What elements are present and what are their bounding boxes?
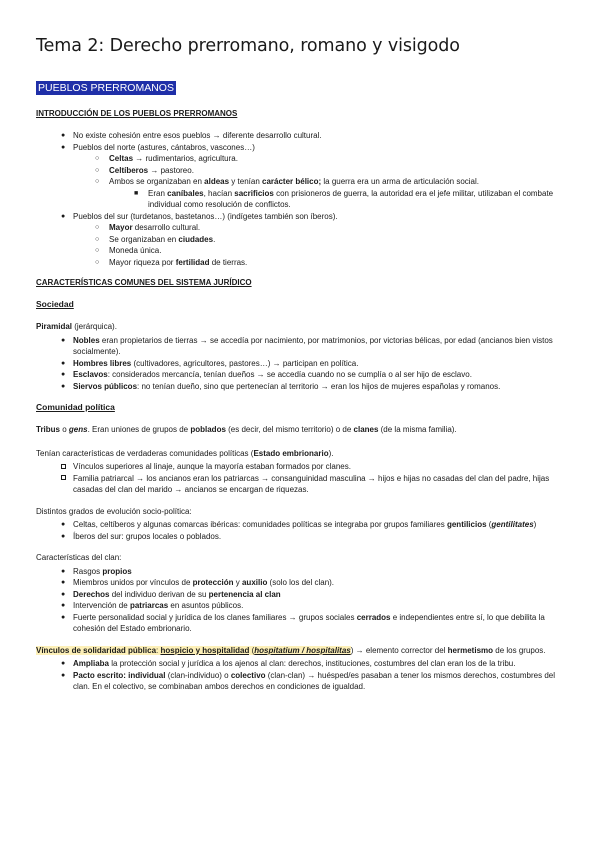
circle-bullet-icon: ○ xyxy=(95,178,100,185)
list-item: ● No existe cohesión entre esos pueblos → diferente desarrollo cultural. xyxy=(61,131,322,140)
bullet-icon: ● xyxy=(61,212,66,220)
bullet-icon: ● xyxy=(61,359,66,367)
bullet-icon: ● xyxy=(61,143,66,151)
common-heading: CARACTERÍSTICAS COMUNES DEL SISTEMA JURÍDICO xyxy=(36,278,252,287)
list-item: ○ Mayor desarrollo cultural. xyxy=(95,223,201,232)
list-item: ● Intervención de patriarcas en asuntos públicos. xyxy=(61,601,244,610)
intro-heading: INTRODUCCIÓN DE LOS PUEBLOS PRERROMANOS xyxy=(36,109,238,118)
bullet-icon: ● xyxy=(61,671,66,679)
society-heading: Sociedad xyxy=(36,299,74,309)
intro-list xyxy=(36,130,564,153)
list-item: ● Hombres libres (cultivadores, agricultores, pastores…) → participan en política. xyxy=(61,358,359,368)
solidaridad-text: Vínculos de solidaridad pública: hospicio y hospitalidad (hospitatium / hospitalitas) → elemento corrector del hermetismo de los grupos. xyxy=(36,645,546,655)
grados-text: Distintos grados de evolución socio-política: xyxy=(36,506,192,516)
circle-bullet-icon: ○ xyxy=(95,155,100,162)
tenian-text: Tenían características de verdaderas comunidades políticas (Estado embrionario). xyxy=(36,448,334,458)
list-item: ● Siervos públicos: no tenían dueño, sino que pertenecían al territorio → eran los hijos de mujeres españolas y romanos. xyxy=(61,381,501,391)
list-item: ● Fuerte personalidad social y jurídica de los clanes familiares → grupos sociales cerrados e independientes entre sí, lo que debilita la cohesión del Estado embrionario. xyxy=(61,612,545,633)
clan-heading: Características del clan: xyxy=(36,553,122,562)
bullet-icon: ● xyxy=(61,613,66,621)
bullet-icon: ● xyxy=(61,590,66,598)
circle-bullet-icon: ○ xyxy=(95,166,100,174)
south-peoples-list xyxy=(36,222,564,268)
list-item: ○ Moneda única. xyxy=(95,246,162,255)
list-item: ○ Se organizaban en ciudades. xyxy=(95,234,216,244)
north-peoples-list xyxy=(36,153,564,188)
grados-list xyxy=(36,519,564,542)
bullet-icon: ● xyxy=(61,336,66,344)
community-heading: Comunidad política xyxy=(36,402,115,412)
list-item: ● Rasgos propios xyxy=(61,566,132,576)
bullet-icon: ● xyxy=(61,382,66,390)
list-item: ● Ampliaba la protección social y jurídica a los ajenos al clan: derechos, instituciones, costumbres del clan eran los de la tribu. xyxy=(61,659,516,668)
list-item: ● Celtas, celtíberos y algunas comarcas ibéricas: comunidades políticas se integraba por grupos familiares gentilicios (gentilitates) xyxy=(61,520,537,529)
list-item: ● Íberos del sur: grupos locales o poblados. xyxy=(61,531,222,541)
list-item: ■ Eran caníbales, hacían sacrificios con prisioneros de guerra, la autoridad era el jefe militar, utilizaban el combate individual como resolución de conflictos. xyxy=(134,188,554,209)
circle-bullet-icon: ○ xyxy=(95,258,100,266)
bullet-icon: ● xyxy=(61,371,66,378)
list-item: ● Pueblos del norte (astures, cántabros, vascones…) xyxy=(61,142,255,152)
circle-bullet-icon: ○ xyxy=(95,224,100,231)
square-bullet-icon: ■ xyxy=(134,189,139,197)
page-title: Tema 2: Derecho prerromano, romano y visigodo xyxy=(36,36,460,56)
list-item: ○ Celtíberos → pastoreo. xyxy=(95,165,194,175)
checkbox-bullet-icon xyxy=(61,475,66,480)
list-item: ● Nobles eran propietarios de tierras → se accedía por nacimiento, por matrimonios, por victorias bélicas, por edad (ancianos bien vistos socialmente). xyxy=(61,335,553,356)
bullet-icon: ● xyxy=(61,602,66,609)
checkbox-bullet-icon xyxy=(61,464,66,469)
bullet-icon: ● xyxy=(61,132,66,139)
bullet-icon: ● xyxy=(61,660,66,667)
bullet-icon: ● xyxy=(61,532,66,540)
list-item: ● Pueblos del sur (turdetanos, bastetanos…) (indígetes también son íberos). xyxy=(61,211,338,221)
tribus-text: Tribus o gens. Eran uniones de grupos de poblados (es decir, del mismo territorio) o de clanes (de la misma familia). xyxy=(36,425,457,434)
circle-bullet-icon: ○ xyxy=(95,247,100,254)
list-item: ○ Celtas → rudimentarios, agricultura. xyxy=(95,154,238,163)
society-list xyxy=(36,335,564,393)
circle-bullet-icon: ○ xyxy=(95,235,100,243)
list-item: ○ Ambos se organizaban en aldeas y tenían carácter bélico; la guerra era un arma de articulación social. xyxy=(95,177,479,186)
section-badge: PUEBLOS PRERROMANOS xyxy=(38,82,174,94)
clan-list xyxy=(36,566,564,635)
piramidal-text: Piramidal (jerárquica). xyxy=(36,322,117,331)
cannibal-list xyxy=(36,188,564,211)
list-item: ● Esclavos: considerados mercancía, tenían dueños → se accedía cuando no se cumplía o al ser hijo de esclavo. xyxy=(61,370,472,379)
list-item: ● Pacto escrito: individual (clan-individuo) o colectivo (clan-clan) → huésped/es pasaban a tener los mismos derechos, costumbres del clan. En el colectivo, se combinaban ambos derechos en condiciones de igualdad. xyxy=(61,670,556,691)
list-item: ● Miembros unidos por vínculos de protección y auxilio (solo los del clan). xyxy=(61,578,335,587)
solidaridad-list xyxy=(36,658,564,693)
list-item: ○ Mayor riqueza por fertilidad de tierras. xyxy=(95,257,248,267)
list-item: Familia patriarcal → los ancianos eran los patriarcas → consanguinidad masculina → hijos e hijas no casadas del clan del padre, hijas casadas del clan del marido → ancianos se encargan de riquezas. xyxy=(36,473,564,496)
bullet-icon: ● xyxy=(61,579,66,586)
list-item: ● Derechos del individuo derivan de su pertenencia al clan xyxy=(61,589,281,599)
list-item: Vínculos superiores al linaje, aunque la mayoría estaban formados por clanes. xyxy=(36,461,564,473)
checkbox-list xyxy=(36,461,564,496)
bullet-icon: ● xyxy=(61,521,66,528)
bullet-icon: ● xyxy=(61,567,66,575)
